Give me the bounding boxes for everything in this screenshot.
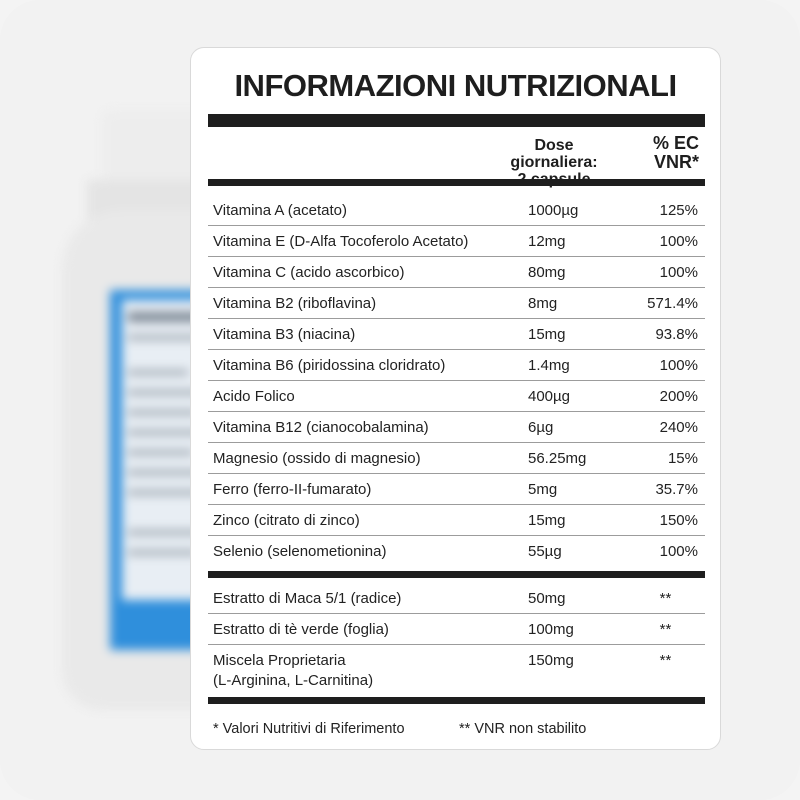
vnr-percent: 240%	[659, 419, 698, 436]
top-thick-divider	[208, 114, 705, 127]
daily-dose: 400µg	[528, 388, 571, 405]
vnr-percent: 571.4%	[647, 295, 698, 312]
daily-dose: 55µg	[528, 543, 562, 560]
vnr-percent: 150%	[659, 512, 698, 529]
vnr-percent: 200%	[659, 388, 698, 405]
nutrient-name: Estratto di tè verde (foglia)	[213, 621, 389, 638]
vnr-percent: 125%	[659, 202, 698, 219]
table-row	[208, 257, 705, 288]
nutrient-name: Vitamina B3 (niacina)	[213, 326, 356, 343]
header-thick-divider	[208, 179, 705, 186]
vnr-percent: 100%	[659, 233, 698, 250]
table-row	[208, 443, 705, 474]
vnr-percent: 93.8%	[655, 326, 698, 343]
table-row	[208, 381, 705, 412]
nutrient-name: Vitamina B12 (cianocobalamina)	[213, 419, 429, 436]
nutrient-name: Selenio (selenometionina)	[213, 543, 387, 560]
table-row	[208, 614, 705, 645]
table-row	[208, 195, 705, 226]
nutrient-name: Vitamina B2 (riboflavina)	[213, 295, 377, 312]
vnr-percent: 100%	[659, 357, 698, 374]
nutrient-name: Estratto di Maca 5/1 (radice)	[213, 590, 402, 607]
nutrient-name: Zinco (citrato di zinco)	[213, 512, 360, 529]
nutrient-name: Acido Folico	[213, 388, 295, 405]
footnote-vnr: * Valori Nutritivi di Riferimento	[213, 721, 405, 737]
table-row	[208, 645, 705, 689]
nutrient-name: Miscela Proprietaria	[213, 652, 346, 669]
daily-dose: 1.4mg	[528, 357, 570, 374]
nutrient-name: Vitamina A (acetato)	[213, 202, 347, 219]
nutrition-facts-card	[190, 47, 721, 750]
card-title: INFORMAZIONI NUTRIZIONALI	[234, 68, 677, 103]
nutrient-name: Magnesio (ossido di magnesio)	[213, 450, 421, 467]
pct-header: % EC VNR*	[652, 133, 699, 172]
table-row	[208, 583, 705, 614]
mid-thick-divider	[208, 571, 705, 578]
daily-dose: 80mg	[528, 264, 566, 281]
table-row	[208, 319, 705, 350]
table-row	[208, 288, 705, 319]
nutrient-name: Ferro (ferro-II-fumarato)	[213, 481, 372, 498]
vnr-percent: **	[659, 621, 672, 638]
nutrient-name-detail: (L-Arginina, L-Carnitina)	[213, 672, 374, 689]
bottom-thick-divider	[208, 697, 705, 704]
table-row	[208, 474, 705, 505]
daily-dose: 15mg	[528, 326, 566, 343]
daily-dose: 8mg	[528, 295, 558, 312]
daily-dose: 56.25mg	[528, 450, 587, 467]
vnr-percent: 100%	[659, 543, 698, 560]
daily-dose: 15mg	[528, 512, 566, 529]
footnote-not-established: ** VNR non stabilito	[459, 721, 587, 737]
daily-dose: 1000µg	[528, 202, 579, 219]
table-row	[208, 505, 705, 536]
table-row	[208, 226, 705, 257]
daily-dose: 5mg	[528, 481, 558, 498]
vnr-percent: **	[659, 590, 672, 607]
daily-dose: 12mg	[528, 233, 566, 250]
vnr-percent: **	[659, 652, 672, 669]
dose-header: Dose giornaliera:	[510, 137, 598, 171]
daily-dose: 6µg	[528, 419, 554, 436]
vnr-percent: 15%	[667, 450, 698, 467]
daily-dose: 100mg	[528, 621, 574, 638]
table-row	[208, 412, 705, 443]
vnr-percent: 100%	[659, 264, 698, 281]
daily-dose: 50mg	[528, 590, 566, 607]
nutrient-name: Vitamina C (acido ascorbico)	[213, 264, 405, 281]
nutrient-name: Vitamina E (D-Alfa Tocoferolo Acetato)	[213, 233, 469, 250]
daily-dose: 150mg	[528, 652, 574, 669]
nutrient-name: Vitamina B6 (piridossina cloridrato)	[213, 357, 446, 374]
table-row	[208, 350, 705, 381]
table-row	[208, 536, 705, 567]
vnr-percent: 35.7%	[655, 481, 698, 498]
